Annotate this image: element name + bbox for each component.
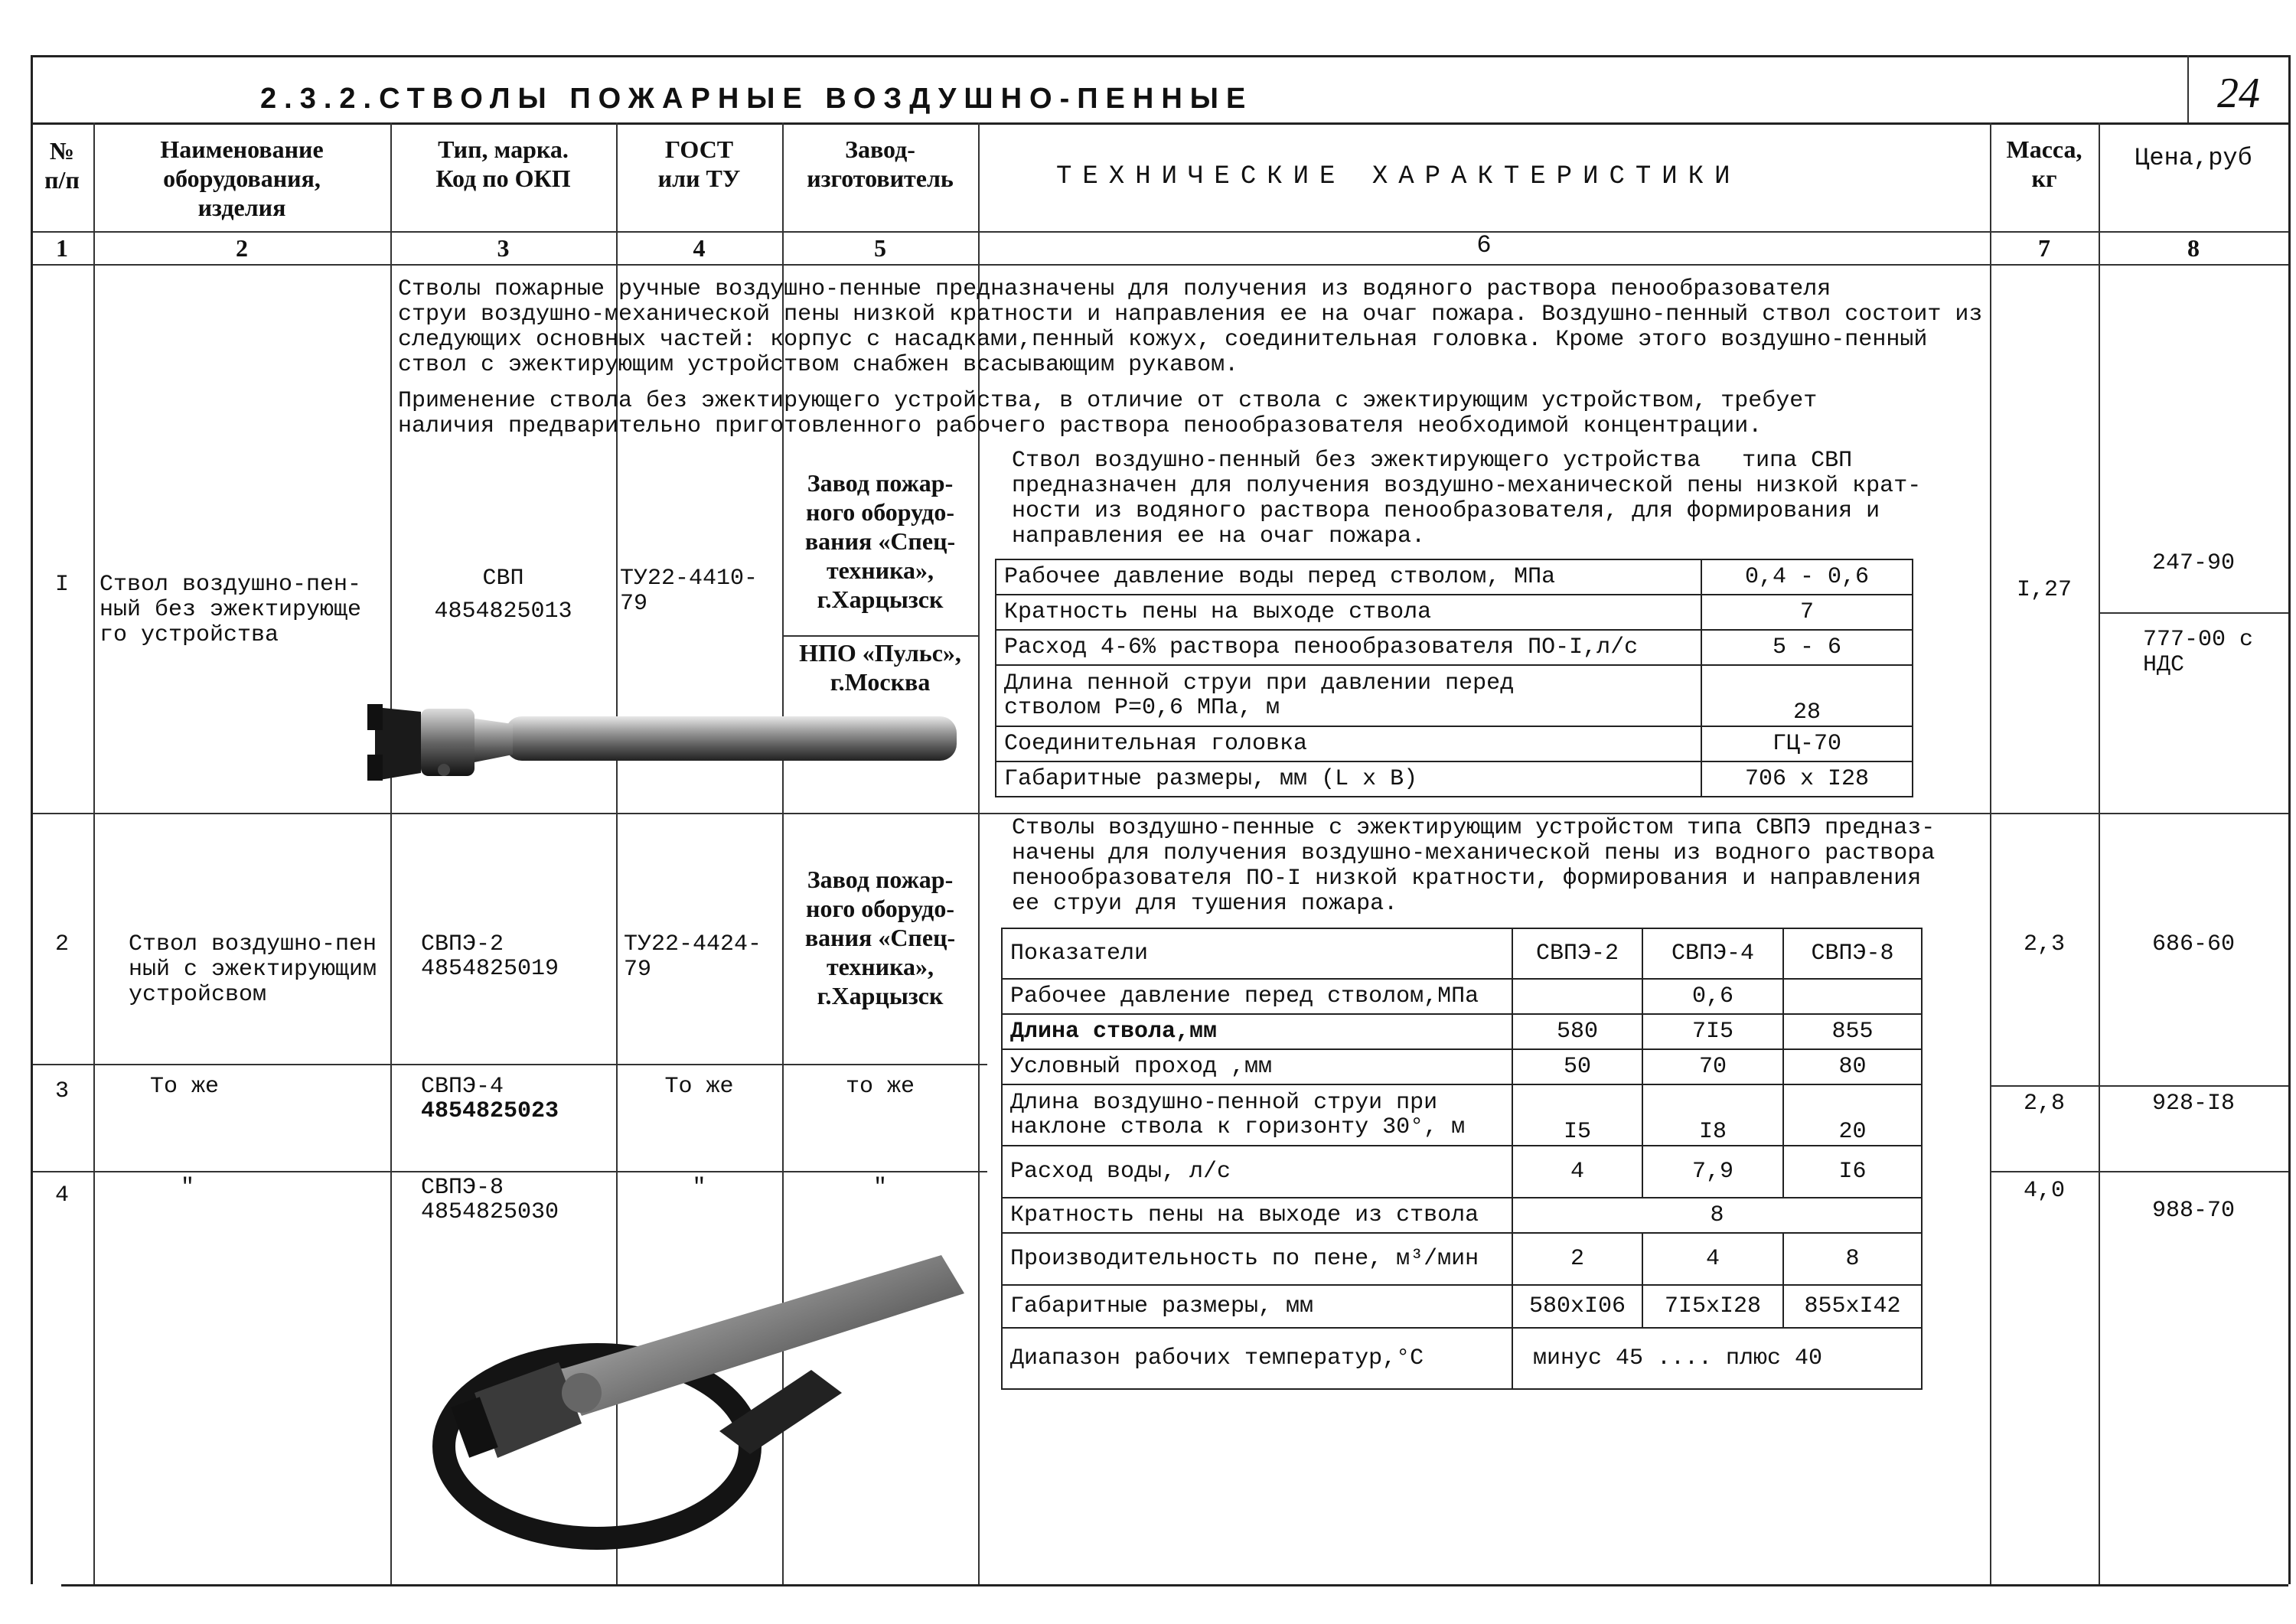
svpe-value: 50	[1512, 1049, 1642, 1084]
item3-price: 928-I8	[2151, 1091, 2236, 1117]
svpe-value: 580хI06	[1512, 1285, 1642, 1328]
foam-nozzle-svp-photo	[367, 689, 980, 796]
intro-paragraph-1	[398, 277, 1982, 378]
item1-description: Ствол воздушно-пенный без эжектирующего устройства типа СВП предназначен для получения воздушно-механической пены низкой крат- ности из водяного раствора пенообразователя, для формирования и направления ее на очаг пожара.	[1012, 448, 1922, 549]
frame-top	[31, 55, 2288, 57]
svpe-row	[1002, 1285, 1922, 1328]
row2-bottom-line	[31, 1064, 987, 1065]
svpe-label: Производительность по пене, м³/мин	[1002, 1233, 1512, 1285]
svpe-value: 7I5	[1642, 1014, 1783, 1049]
col-num-1: 1	[56, 234, 68, 262]
svpe-row	[1002, 1014, 1922, 1049]
svpe-value: 855хI42	[1783, 1285, 1922, 1328]
col-num-2: 2	[236, 234, 248, 262]
item2-name: Ствол воздушно-пен ный с эжектирующим устройсвом	[129, 931, 377, 1008]
item1-price-vat: 777-00 с НДС	[2143, 627, 2254, 678]
item3-tu: То же	[664, 1074, 734, 1100]
spec-label: Рабочее давление воды перед стволом, МПа	[996, 559, 1701, 595]
svpe-empty	[1783, 979, 1922, 1014]
col-head-maker: Завод- изготовитель	[807, 135, 954, 192]
spec-label: Длина пенной струи при давлении перед стволом P=0,6 МПа, м	[996, 665, 1701, 726]
row3-bottom-line-b	[1990, 1171, 2288, 1172]
col-num-5: 5	[874, 234, 886, 262]
col-head-type: Тип, марка. Код по ОКП	[435, 135, 571, 192]
item4-number: 4	[54, 1182, 69, 1208]
svpe-value: 2	[1512, 1233, 1642, 1285]
spec-value: 28	[1701, 665, 1913, 726]
frame-bottom	[61, 1584, 2288, 1586]
col-head-price: Цена,руб	[2135, 144, 2252, 172]
col-num-4: 4	[693, 234, 706, 262]
item4-okp: 4854825030	[421, 1199, 559, 1225]
item2-number: 2	[54, 931, 69, 957]
spec-row	[996, 559, 1913, 595]
svpe-spec-table	[1001, 928, 1923, 1390]
spec-value: 7	[1701, 595, 1913, 630]
svpe-row	[1002, 1198, 1922, 1233]
col-head-name: Наименование оборудования, изделия	[160, 135, 324, 221]
spec-label: Расход 4-6% раствора пенообразователя ПО-I,л/с	[996, 630, 1701, 665]
item3-number: 3	[54, 1078, 69, 1104]
svpe-label: Кратность пены на выходе из ствола	[1002, 1198, 1512, 1233]
spec-row	[996, 761, 1913, 797]
intro-paragraph-2: Применение ствола без эжектирующего устройства, в отличие от ствола с эжектирующим устройством, требует наличия предварительно приготовленного рабочего раствора пенообразователя необходимой концентрации.	[398, 388, 1818, 439]
svpe-label: Диапазон рабочих температур,°С	[1002, 1328, 1512, 1389]
svpe-value: 4	[1512, 1146, 1642, 1198]
item3-name: То же	[150, 1074, 220, 1100]
spec-label: Соединительная головка	[996, 726, 1701, 761]
col-head-number: № п/п	[44, 137, 80, 194]
svpe-value: 580	[1512, 1014, 1642, 1049]
col-num-7: 7	[2038, 234, 2050, 262]
svpe-value: 70	[1642, 1049, 1783, 1084]
spec-value: 706 x I28	[1701, 761, 1913, 797]
svpe-row	[1002, 1328, 1922, 1389]
spec-row	[996, 726, 1913, 761]
svpe-label: Длина ствола,мм	[1002, 1014, 1512, 1049]
frame-left	[31, 55, 33, 1584]
spec-label: Кратность пены на выходе ствола	[996, 595, 1701, 630]
spec-row	[996, 665, 1913, 726]
item1-okp: 4854825013	[434, 598, 572, 624]
col-num-6: 6	[1476, 231, 1492, 259]
section-title: 2.3.2.СТВОЛЫ ПОЖАРНЫЕ ВОЗДУШНО-ПЕННЫЕ	[260, 83, 1254, 115]
col7-divider	[1990, 122, 1991, 1584]
item3-okp: 4854825023	[421, 1098, 559, 1124]
svpe-value: 7I5хI28	[1642, 1285, 1783, 1328]
svpe-row	[1002, 1146, 1922, 1198]
svpe-value: 8	[1783, 1233, 1922, 1285]
item3-mass: 2,8	[2023, 1091, 2065, 1117]
svpe-empty	[1512, 979, 1642, 1014]
header-bottom-line	[31, 122, 2288, 125]
item1-number: I	[54, 572, 69, 598]
item4-tu: "	[692, 1175, 706, 1201]
svpe-head-label: Показатели	[1002, 928, 1512, 979]
spec-row	[996, 595, 1913, 630]
colnum-bottom-line	[31, 264, 2288, 266]
svpe-label: Расход воды, л/с	[1002, 1146, 1512, 1198]
spec-row	[996, 630, 1913, 665]
svpe-value: I5	[1512, 1084, 1642, 1146]
spec-value: 0,4 - 0,6	[1701, 559, 1913, 595]
svpe-row	[1002, 1233, 1922, 1285]
svpe-value: 80	[1783, 1049, 1922, 1084]
svpe-row	[1002, 1049, 1922, 1084]
item2-description: Стволы воздушно-пенные с эжектирующим устройстом типа СВПЭ предназ- начены для получения воздушно-механической пены из водного раствора пенообразователя ПО-I низкой кратности, формирования и направления ее струи для тушения пожара.	[1012, 815, 1936, 917]
item1-price: 247-90	[2151, 550, 2236, 576]
col-head-mass: Масса, кг	[2006, 135, 2082, 192]
col-num-8: 8	[2187, 234, 2200, 262]
col8-divider	[2099, 122, 2100, 1584]
svpe-head-4: СВПЭ-4	[1642, 928, 1783, 979]
item1-price-divider	[2099, 612, 2288, 614]
item1-type: СВП	[482, 566, 524, 592]
svpe-head-2: СВПЭ-2	[1512, 928, 1642, 979]
item4-maker: "	[872, 1175, 887, 1201]
page-number: 24	[2217, 70, 2260, 117]
item3-maker: то же	[845, 1074, 915, 1100]
row1-bottom-line	[31, 813, 2288, 814]
svpe-label: Длина воздушно-пенной струи при наклоне ствола к горизонту 30°, м	[1002, 1084, 1512, 1146]
item1-mass: I,27	[2016, 577, 2072, 603]
svpe-label: Габаритные размеры, мм	[1002, 1285, 1512, 1328]
col-head-tech: ТЕХНИЧЕСКИЕ ХАРАКТЕРИСТИКИ	[1056, 162, 1741, 191]
svpe-value: I6	[1783, 1146, 1922, 1198]
svpe-value: 7,9	[1642, 1146, 1783, 1198]
spec-value: ГЦ-70	[1701, 726, 1913, 761]
item1-name: Ствол воздушно-пен- ный без эжектирующе го устройства	[99, 572, 362, 648]
col2-divider	[93, 122, 95, 1584]
spec-value: 5 - 6	[1701, 630, 1913, 665]
frame-right	[2288, 55, 2291, 1584]
svpe-head-8: СВПЭ-8	[1783, 928, 1922, 979]
item2-type: СВПЭ-2	[421, 931, 504, 957]
col3-divider	[390, 122, 392, 1584]
item1-maker-2: НПО «Пульс», г.Москва	[799, 639, 961, 696]
intro-p1-text: Стволы пожарные ручные воздушно-пенные предназначены для получения из водяного раствора пенообразователя струи воздушно-механической пены низкой кратности и направления ее на очаг пожара. Воздушно-пенный ствол состоит из следующих основных частей: корпус с насадками,пенный кожух, соединительная головка. Кроме этого воздушно-пенный ствол с эжектирующим устройством снабжен всасывающим рукавом.	[398, 276, 1983, 378]
svpe-row	[1002, 1084, 1922, 1146]
foam-nozzle-svpe-with-hose-photo	[429, 1240, 980, 1569]
svpe-label: Условный проход ,мм	[1002, 1049, 1512, 1084]
item4-price: 988-70	[2151, 1198, 2236, 1224]
item2-okp: 4854825019	[421, 956, 559, 982]
item4-name: "	[181, 1175, 195, 1201]
item2-tu: ТУ22-4424- 79	[624, 931, 762, 983]
svpe-value: 4	[1642, 1233, 1783, 1285]
item3-type: СВПЭ-4	[421, 1074, 504, 1100]
svpe-value: I8	[1642, 1084, 1783, 1146]
item4-type: СВПЭ-8	[421, 1175, 504, 1201]
spec-label: Габаритные размеры, мм (L x B)	[996, 761, 1701, 797]
row2-bottom-line-b	[1990, 1085, 2288, 1087]
maker-divider	[782, 635, 978, 637]
col-head-gost: ГОСТ или ТУ	[657, 135, 741, 192]
svpe-header-row	[1002, 928, 1922, 979]
row3-bottom-line	[31, 1171, 987, 1172]
svpe-value: 8	[1512, 1198, 1922, 1233]
item1-maker-1: Завод пожар- ного оборудо- вания «Спец- техника», г.Харцызск	[804, 469, 956, 613]
item2-price: 686-60	[2151, 931, 2236, 957]
item1-spec-table	[995, 559, 1913, 797]
svpe-value: 0,6	[1642, 979, 1783, 1014]
svpe-row	[1002, 979, 1922, 1014]
col-num-3: 3	[497, 234, 510, 262]
item4-mass: 4,0	[2023, 1178, 2065, 1204]
svpe-value: 855	[1783, 1014, 1922, 1049]
item2-mass: 2,3	[2023, 931, 2065, 957]
page-number-divider	[2187, 55, 2189, 122]
svpe-value: минус 45 .... плюс 40	[1512, 1328, 1922, 1389]
item2-maker: Завод пожар- ного оборудо- вания «Спец- техника», г.Харцызск	[804, 866, 956, 1009]
item1-tu: ТУ22-4410- 79	[620, 566, 758, 617]
svpe-label: Рабочее давление перед стволом,МПа	[1002, 979, 1512, 1014]
svpe-value: 20	[1783, 1084, 1922, 1146]
